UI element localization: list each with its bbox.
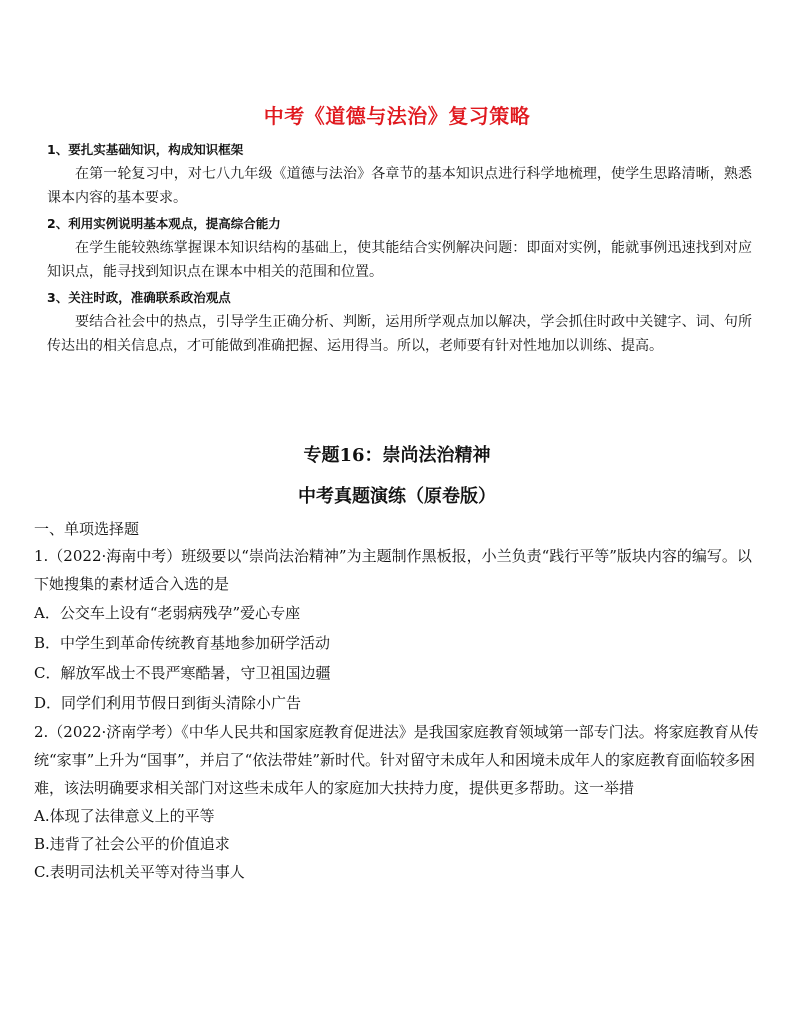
- question-1-option-c: C．解放军战士不畏严寒酷暑，守卫祖国边疆: [34, 664, 331, 682]
- main-title: 中考《道德与法治》复习策略: [263, 104, 531, 128]
- question-2-option-a: A.体现了法律意义上的平等: [34, 807, 215, 825]
- strategy-heading-3: 3、关注时政，准确联系政治观点: [47, 290, 231, 305]
- question-1-option-a: A．公交车上设有“老弱病残孕”爱心专座: [34, 604, 301, 622]
- subtitle: 中考真题演练（原卷版）: [298, 486, 496, 507]
- strategy-heading-2: 2、利用实例说明基本观点，提高综合能力: [47, 216, 281, 231]
- topic-title: 专题16：崇尚法治精神: [303, 445, 491, 466]
- question-1-stem: 1.（2022·海南中考）班级要以“崇尚法治精神”为主题制作黑板报，小兰负责“践行平等”版块内容的编写。以下她搜集的素材适合入选的是: [34, 547, 752, 593]
- section-label: 一、单项选择题: [34, 520, 140, 538]
- question-1-option-d: D．同学们利用节假日到街头清除小广告: [34, 694, 302, 712]
- question-1-option-b: B．中学生到革命传统教育基地参加研学活动: [34, 634, 331, 652]
- strategy-body-2: 在学生能较熟练掌握课本知识结构的基础上，使其能结合实例解决问题：即面对实例，能就事例迅速找到对应知识点，能寻找到知识点在课本中相关的范围和位置。: [47, 240, 752, 280]
- question-2-option-b: B.违背了社会公平的价值追求: [34, 835, 230, 853]
- strategy-body-1: 在第一轮复习中，对七八九年级《道德与法治》各章节的基本知识点进行科学地梳理，使学生思路清晰，熟悉课本内容的基本要求。: [47, 166, 752, 206]
- questions-section: [34, 516, 762, 886]
- question-2-stem: 2.（2022·济南学考）《中华人民共和国家庭教育促进法》是我国家庭教育领域第一部专门法。将家庭教育从传统“家事”上升为“国事”，并启了“依法带娃”新时代。针对留守未成年人和困境未成年人的家庭教育面临较多困难，该法明确要求相关部门对这些未成年人的家庭加大扶持力度，提供更多帮助。这一举措: [34, 723, 759, 797]
- strategy-section: [47, 140, 752, 362]
- question-2-option-c: C.表明司法机关平等对待当事人: [34, 863, 245, 881]
- strategy-body-3: 要结合社会中的热点，引导学生正确分析、判断，运用所学观点加以解决，学会抓住时政中关键字、词、句所传达出的相关信息点，才可能做到准确把握、运用得当。所以，老师要有针对性地加以训练、提高。: [47, 314, 752, 354]
- strategy-heading-1: 1、要扎实基础知识，构成知识框架: [47, 142, 244, 157]
